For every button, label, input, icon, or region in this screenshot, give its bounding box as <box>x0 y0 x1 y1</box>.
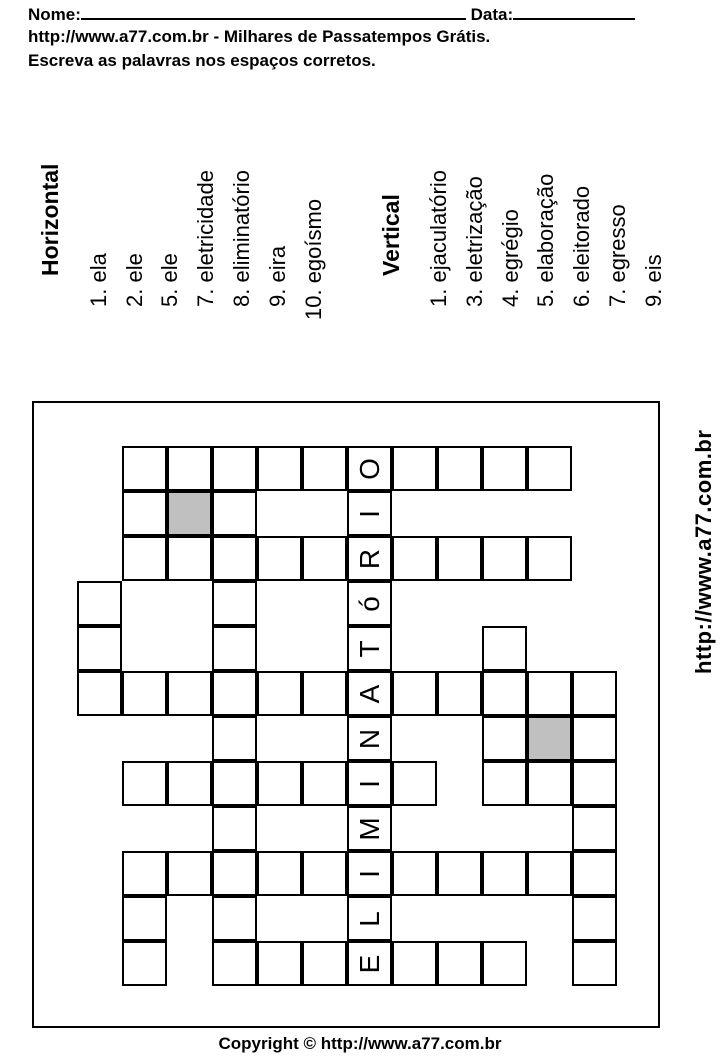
nome-label: Nome: <box>28 5 81 24</box>
grid-cell[interactable] <box>572 761 617 806</box>
copyright-footer: Copyright © http://www.a77.com.br <box>218 1034 502 1053</box>
vertical-clue: 1. ejaculatório <box>426 170 451 307</box>
grid-cell[interactable] <box>122 761 167 806</box>
grid-cell[interactable] <box>122 896 167 941</box>
grid-cell[interactable] <box>347 581 392 626</box>
grid-cell[interactable] <box>482 626 527 671</box>
grid-cell[interactable] <box>77 671 122 716</box>
grid-cell[interactable] <box>482 941 527 986</box>
grid-cell[interactable] <box>572 716 617 761</box>
grid-cell[interactable] <box>527 446 572 491</box>
grid-cell[interactable] <box>347 806 392 851</box>
grid-cell[interactable] <box>257 671 302 716</box>
grid-cell-shaded <box>167 491 212 536</box>
horizontal-clue: 7. eletricidade <box>193 170 218 307</box>
grid-cell[interactable] <box>257 761 302 806</box>
grid-letter: I <box>353 779 385 788</box>
grid-cell[interactable] <box>167 536 212 581</box>
grid-cell[interactable] <box>437 851 482 896</box>
grid-letter: T <box>353 639 385 658</box>
grid-cell[interactable] <box>122 446 167 491</box>
grid-cell[interactable] <box>437 446 482 491</box>
grid-cell[interactable] <box>167 761 212 806</box>
grid-cell[interactable] <box>212 446 257 491</box>
data-label: Data: <box>470 5 514 24</box>
grid-letter: O <box>353 457 385 480</box>
grid-cell[interactable] <box>257 941 302 986</box>
grid-cell[interactable] <box>482 671 527 716</box>
grid-cell[interactable] <box>212 716 257 761</box>
grid-cell[interactable] <box>257 851 302 896</box>
grid-cell[interactable] <box>527 851 572 896</box>
grid-cell[interactable] <box>437 536 482 581</box>
horizontal-title: Horizontal <box>37 163 63 276</box>
grid-cell[interactable] <box>572 896 617 941</box>
grid-letter: M <box>353 816 385 841</box>
grid-cell[interactable] <box>347 716 392 761</box>
grid-letter: N <box>353 728 385 749</box>
grid-cell-shaded <box>527 716 572 761</box>
grid-letter: L <box>353 910 385 927</box>
grid-cell[interactable] <box>347 896 392 941</box>
grid-cell[interactable] <box>527 536 572 581</box>
grid-cell[interactable] <box>482 446 527 491</box>
grid-letter: I <box>353 509 385 518</box>
grid-cell[interactable] <box>212 896 257 941</box>
grid-cell[interactable] <box>212 491 257 536</box>
grid-cell[interactable] <box>302 851 347 896</box>
grid-cell[interactable] <box>212 626 257 671</box>
grid-letter: R <box>353 548 385 569</box>
horizontal-clue: 5. ele <box>157 253 182 307</box>
side-url: http://www.a77.com.br <box>691 429 716 674</box>
grid-cell[interactable] <box>392 446 437 491</box>
site-line: http://www.a77.com.br - Milhares de Passatempos Grátis. <box>28 27 491 46</box>
grid-cell[interactable] <box>482 536 527 581</box>
grid-cell[interactable] <box>122 851 167 896</box>
horizontal-clue: 8. eliminatório <box>229 170 254 307</box>
grid-cell[interactable] <box>437 671 482 716</box>
grid-cell[interactable] <box>572 941 617 986</box>
vertical-clue: 9. eis <box>641 254 666 307</box>
grid-cell[interactable] <box>122 536 167 581</box>
vertical-clue: 6. eleitorado <box>569 185 594 307</box>
grid-cell[interactable] <box>212 671 257 716</box>
grid-cell[interactable] <box>77 626 122 671</box>
grid-cell[interactable] <box>212 851 257 896</box>
grid-cell[interactable] <box>347 491 392 536</box>
grid-cell[interactable] <box>167 446 212 491</box>
vertical-clue: 5. elaboração <box>533 173 558 307</box>
grid-cell[interactable] <box>392 671 437 716</box>
grid-cell[interactable] <box>347 446 392 491</box>
grid-cell[interactable] <box>212 536 257 581</box>
grid-cell[interactable] <box>527 671 572 716</box>
grid-cell[interactable] <box>347 536 392 581</box>
grid-cell[interactable] <box>212 806 257 851</box>
grid-cell[interactable] <box>257 536 302 581</box>
horizontal-clue: 1. ela <box>86 253 111 307</box>
grid-cell[interactable] <box>347 851 392 896</box>
grid-letter: I <box>353 869 385 878</box>
grid-cell[interactable] <box>392 536 437 581</box>
grid-cell[interactable] <box>302 761 347 806</box>
grid-letter: ó <box>353 595 385 612</box>
grid-cell[interactable] <box>572 806 617 851</box>
grid-cell[interactable] <box>212 761 257 806</box>
grid-cell[interactable] <box>392 941 437 986</box>
grid-cell[interactable] <box>167 851 212 896</box>
grid-letter: A <box>353 684 385 703</box>
horizontal-clue: 9. eira <box>265 245 290 307</box>
grid-cell[interactable] <box>77 581 122 626</box>
grid-cell[interactable] <box>302 941 347 986</box>
grid-cell[interactable] <box>482 716 527 761</box>
horizontal-clue: 2. ele <box>122 253 147 307</box>
grid-cell[interactable] <box>122 671 167 716</box>
vertical-title: Vertical <box>378 194 404 276</box>
grid-cell[interactable] <box>347 671 392 716</box>
grid-cell[interactable] <box>167 671 212 716</box>
grid-cell[interactable] <box>482 851 527 896</box>
grid-cell[interactable] <box>347 761 392 806</box>
grid-cell[interactable] <box>392 761 437 806</box>
grid-cell[interactable] <box>392 851 437 896</box>
grid-cell[interactable] <box>572 671 617 716</box>
grid-cell[interactable] <box>257 446 302 491</box>
horizontal-clue: 10. egoísmo <box>301 198 326 320</box>
grid-cell[interactable] <box>482 761 527 806</box>
vertical-clue: 3. eletrização <box>462 176 487 307</box>
grid-cell[interactable] <box>527 761 572 806</box>
grid-cell[interactable] <box>302 536 347 581</box>
grid-cell[interactable] <box>122 941 167 986</box>
vertical-clue: 4. egrégio <box>498 209 523 307</box>
grid-cell[interactable] <box>347 626 392 671</box>
grid-letter: E <box>353 954 385 973</box>
grid-cell[interactable] <box>302 671 347 716</box>
grid-cell[interactable] <box>572 851 617 896</box>
grid-cell[interactable] <box>212 581 257 626</box>
grid-cell[interactable] <box>302 446 347 491</box>
grid-cell[interactable] <box>437 941 482 986</box>
grid-cell[interactable] <box>212 941 257 986</box>
grid-cell[interactable] <box>122 491 167 536</box>
instruction-line: Escreva as palavras nos espaços corretos. <box>28 51 376 70</box>
vertical-clue: 7. egresso <box>605 204 630 307</box>
grid-cell[interactable] <box>347 941 392 986</box>
